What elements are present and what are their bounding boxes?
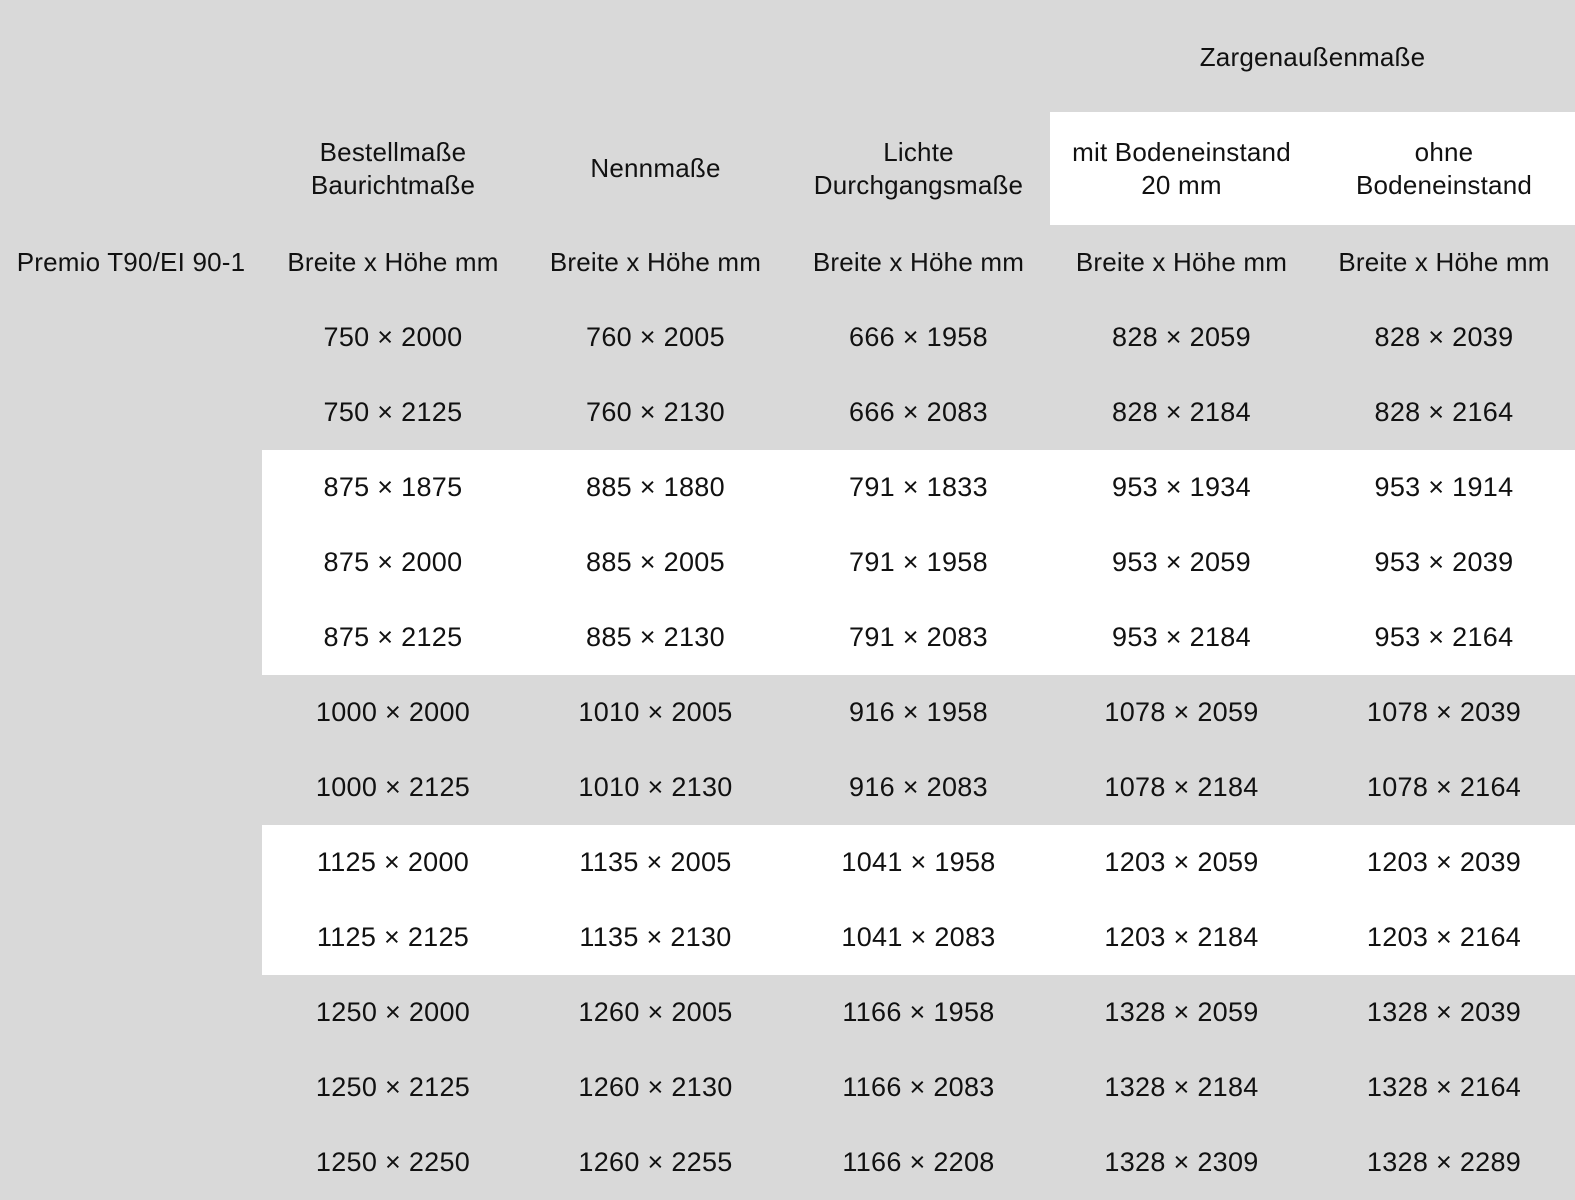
table-cell: 1250 × 2000	[315, 997, 471, 1027]
table-cell: 1328 × 2164	[1366, 1072, 1522, 1102]
table-cell: 1166 × 1958	[842, 997, 995, 1027]
column-header-line: Durchgangsmaße	[813, 169, 1024, 200]
table-cell: 791 × 2083	[849, 622, 988, 652]
column-header-line: Bodeneinstand	[1355, 169, 1533, 200]
column-header-mit-bodeneinstand	[1050, 112, 1313, 225]
table-cell: 1078 × 2059	[1104, 697, 1259, 727]
table-cell: 953 × 2184	[1112, 622, 1251, 652]
table-cell: 875 × 2125	[323, 622, 463, 652]
table-cell: 828 × 2184	[1112, 397, 1251, 427]
column-header-line: Bestellmaße	[319, 136, 467, 167]
table-cell: 828 × 2059	[1112, 322, 1251, 352]
column-header-line: Lichte	[883, 136, 954, 167]
table-cell: 1041 × 1958	[841, 847, 996, 877]
table-cell: 1166 × 2208	[842, 1147, 995, 1177]
table-cell: 885 × 2005	[586, 547, 725, 577]
table-cell: 953 × 2059	[1112, 547, 1251, 577]
table-cell: 750 × 2125	[323, 397, 463, 427]
table-cell: 1135 × 2130	[579, 922, 732, 952]
table-cell: 1328 × 2289	[1366, 1147, 1522, 1177]
table-cell: 885 × 1880	[586, 472, 725, 502]
table-cell: 1203 × 2184	[1104, 922, 1259, 952]
table-cell: 760 × 2005	[586, 322, 725, 352]
table-cell: 1078 × 2164	[1366, 772, 1522, 802]
table-cell: 916 × 2083	[849, 772, 988, 802]
unit-label: Breite x Höhe mm	[1338, 247, 1550, 277]
table-cell: 1041 × 2083	[841, 922, 996, 952]
column-header-line: Baurichtmaße	[310, 169, 476, 200]
table-cell: 1260 × 2005	[578, 997, 733, 1027]
table-cell: 791 × 1958	[849, 547, 988, 577]
table-cell: 875 × 1875	[323, 472, 463, 502]
column-header-line: ohne	[1414, 136, 1474, 167]
table-cell: 1000 × 2000	[315, 697, 471, 727]
table-cell: 875 × 2000	[323, 547, 463, 577]
product-label: Premio T90/EI 90-1	[16, 247, 246, 277]
table-cell: 760 × 2130	[586, 397, 725, 427]
unit-label: Breite x Höhe mm	[287, 247, 499, 277]
column-header-ohne-bodeneinstand	[1313, 112, 1575, 225]
unit-label: Breite x Höhe mm	[812, 247, 1025, 277]
table-cell: 953 × 1934	[1112, 472, 1251, 502]
column-header-lichte-durchgangsmasse	[787, 112, 1050, 225]
table-cell: 953 × 1914	[1374, 472, 1514, 502]
table-cell: 1010 × 2005	[578, 697, 733, 727]
table-cell: 1250 × 2250	[315, 1147, 471, 1177]
column-header-line: Nennmaße	[590, 153, 721, 183]
column-header-bestellmasse	[262, 112, 524, 225]
table-cell: 1328 × 2059	[1104, 997, 1259, 1027]
table-cell: 1260 × 2130	[578, 1072, 733, 1102]
unit-label: Breite x Höhe mm	[1075, 247, 1288, 277]
table-cell: 916 × 1958	[849, 697, 988, 727]
table-cell: 1125 × 2000	[316, 847, 470, 877]
table-cell: 1328 × 2039	[1366, 997, 1522, 1027]
column-header-nennmasse	[524, 112, 787, 225]
table-cell: 1166 × 2083	[842, 1072, 995, 1102]
table-cell: 1078 × 2039	[1366, 697, 1522, 727]
table-cell: 666 × 1958	[849, 322, 988, 352]
table-cell: 1250 × 2125	[315, 1072, 471, 1102]
table-cell: 953 × 2164	[1374, 622, 1514, 652]
unit-label: Breite x Höhe mm	[549, 247, 762, 277]
table-cell: 1000 × 2125	[315, 772, 471, 802]
table-cell: 750 × 2000	[323, 322, 463, 352]
table-cell: 666 × 2083	[849, 397, 988, 427]
group-header-zargenaussenmasse: Zargenaußenmaße	[1199, 41, 1426, 72]
table-cell: 1328 × 2184	[1104, 1072, 1259, 1102]
table-cell: 885 × 2130	[586, 622, 725, 652]
table-cell: 828 × 2039	[1374, 322, 1514, 352]
table-cell: 953 × 2039	[1374, 547, 1514, 577]
table-cell: 1328 × 2309	[1104, 1147, 1259, 1177]
table-cell: 1203 × 2059	[1104, 847, 1259, 877]
column-header-line: 20 mm	[1141, 169, 1222, 200]
table-cell: 1078 × 2184	[1104, 772, 1259, 802]
table-cell: 791 × 1833	[849, 472, 988, 502]
table-cell: 828 × 2164	[1374, 397, 1514, 427]
table-cell: 1203 × 2039	[1366, 847, 1522, 877]
table-cell: 1203 × 2164	[1366, 922, 1522, 952]
column-header-line: mit Bodeneinstand	[1072, 136, 1291, 167]
table-cell: 1010 × 2130	[578, 772, 733, 802]
table-cell: 1260 × 2255	[578, 1147, 733, 1177]
table-cell: 1135 × 2005	[579, 847, 732, 877]
table-cell: 1125 × 2125	[316, 922, 470, 952]
